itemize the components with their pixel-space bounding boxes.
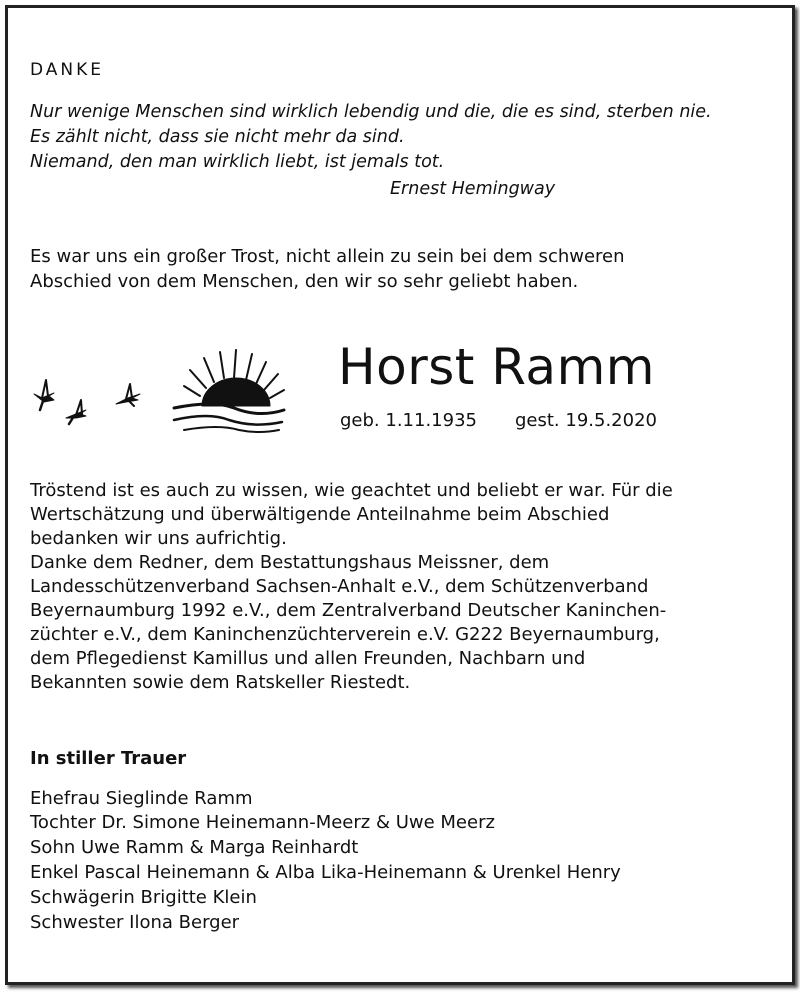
thanks-line-9: Bekannten sowie dem Ratskeller Riestedt. (30, 672, 411, 693)
thanks-line-6: Beyernaumburg 1992 e.V., dem Zentralverband Deutscher Kaninchen- (30, 600, 667, 621)
thanks-line-3: bedanken wir uns aufrichtig. (30, 528, 287, 549)
thanks-line-4: Danke dem Redner, dem Bestattungshaus Meissner, dem (30, 552, 550, 573)
death-date: gest. 19.5.2020 (515, 410, 657, 431)
intro-line-1: Es war uns ein großer Trost, nicht allein zu sein bei dem schweren (30, 246, 625, 267)
mourner-1: Ehefrau Sieglinde Ramm (30, 788, 253, 809)
thanks-line-8: dem Pflegedienst Kamillus und allen Freunden, Nachbarn und (30, 648, 586, 669)
quote-line-2: Es zählt nicht, dass sie nicht mehr da sind. (30, 127, 405, 147)
mourner-4: Enkel Pascal Heinemann & Alba Lika-Heinemann & Urenkel Henry (30, 862, 621, 883)
intro-line-2: Abschied von dem Menschen, den wir so sehr geliebt haben. (30, 271, 579, 292)
thanks-line-7: züchter e.V., dem Kaninchenzüchterverein e.V. G222 Beyernaumburg, (30, 624, 660, 645)
thanks-line-1: Tröstend ist es auch zu wissen, wie geachtet und beliebt er war. Für die (30, 480, 673, 501)
thanks-line-2: Wertschätzung und überwältigende Anteilnahme beim Abschied (30, 504, 610, 525)
mourner-2: Tochter Dr. Simone Heinemann-Meerz & Uwe Meerz (30, 812, 495, 833)
birds-and-sunset-icon (24, 338, 289, 438)
quote-line-1: Nur wenige Menschen sind wirklich lebendig und die, die es sind, sterben nie. (30, 102, 712, 122)
heading: DANKE (30, 60, 105, 80)
birth-date: geb. 1.11.1935 (340, 410, 477, 431)
mourning-title: In stiller Trauer (30, 748, 187, 769)
mourner-6: Schwester Ilona Berger (30, 912, 240, 933)
mourner-3: Sohn Uwe Ramm & Marga Reinhardt (30, 837, 359, 858)
quote-line-3: Niemand, den man wirklich liebt, ist jemals tot. (30, 152, 445, 172)
mourner-5: Schwägerin Brigitte Klein (30, 887, 257, 908)
quote-author: Ernest Hemingway (390, 179, 556, 199)
thanks-line-5: Landesschützenverband Sachsen-Anhalt e.V., dem Schützenverband (30, 576, 649, 597)
deceased-name: Horst Ramm (338, 338, 655, 396)
